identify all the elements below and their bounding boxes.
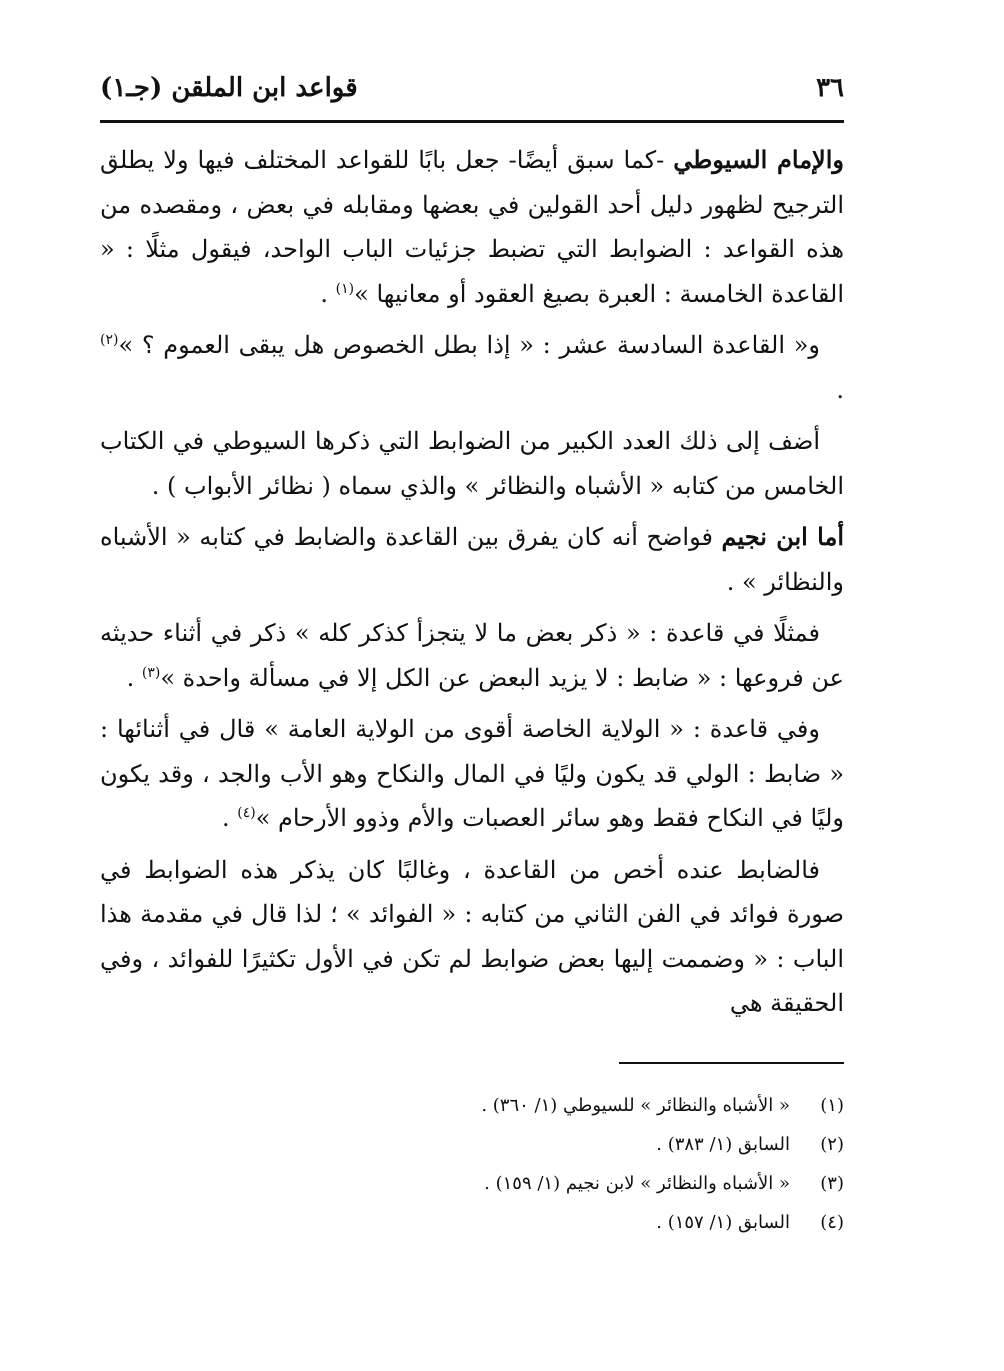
paragraph-text: فواضح أنه كان يفرق بين القاعدة والضابط في كتابه « الأشباه والنظائر » . [100,523,844,596]
footnote-text: « الأشباه والنظائر » للسيوطي (١/ ٣٦٠) . [481,1095,790,1116]
paragraph-end: . [320,279,336,308]
footnote-text: « الأشباه والنظائر » لابن نجيم (١/ ١٥٩) . [484,1173,790,1194]
page-number: ٣٦ [816,73,844,103]
running-title: قواعد ابن الملقن (جـ١) [100,73,358,103]
paragraph-end: . [836,375,844,404]
main-text [100,138,844,1033]
bold-lead: أما ابن نجيم [721,522,844,551]
paragraph-text: أضف إلى ذلك العدد الكبير من الضوابط التي ذكرها السيوطي في الكتاب الخامس من كتابه « الأشباه والنظائر » والذي سماه ( نظائر الأبواب ) . [100,427,844,500]
footnote-ref: (٤) [237,805,256,821]
paragraph-end: . [126,663,142,692]
bold-lead: والإمام السيوطي [673,145,844,174]
footnote-item [100,1125,844,1164]
footnote-ref: (١) [335,280,355,297]
paragraph [100,323,844,412]
paragraph [100,848,844,1026]
footnote-number: (٣) [820,1173,844,1194]
paragraph [100,419,844,508]
footnote-rule [619,1062,844,1064]
paragraph-text: و« القاعدة السادسة عشر : « إذا بطل الخصوص هل يبقى العموم ؟ » [118,331,820,359]
footnote-number: (٢) [820,1134,844,1155]
footnote-item [100,1086,844,1125]
paragraph-text: -كما سبق أيضًا- جعل بابًا للقواعد المختلف فيها ولا يطلق الترجيح لظهور دليل أحد القولين في بعضها ومقابله في بعض ، ومقصده من هذه القواعد : الضوابط التي تضبط جزئيات الباب الواحد، فيقول مثلًا : « القاعدة الخامسة : العبرة بصيغ العقود أو معانيها » [100,146,844,308]
paragraph [100,611,844,700]
footnote-text: السابق (١/ ٣٨٣) . [656,1134,790,1155]
footnote-ref: (٢) [100,332,119,348]
footnote-text: السابق (١/ ١٥٧) . [656,1212,790,1233]
paragraph [100,138,844,316]
footnote-ref: (٣) [141,664,161,681]
paragraph-end: . [221,804,238,832]
footnotes [100,1086,844,1242]
paragraph-text: فالضابط عنده أخص من القاعدة ، وغالبًا كان يذكر هذه الضوابط في صورة فوائد في الفن الثاني من كتابه : « الفوائد » ؛ لذا قال في مقدمة هذا الباب : « وضممت إليها بعض ضوابط لم تكن في الأول تكثيرًا للفوائد ، وفي الحقيقة هي [100,855,844,1017]
footnote-number: (٤) [820,1212,844,1233]
footnote-number: (١) [820,1095,844,1116]
paragraph [100,707,844,841]
header-rule [100,120,844,123]
paragraph [100,515,844,604]
running-head [100,68,844,108]
footnote-item [100,1203,844,1242]
paragraph-text: فمثلًا في قاعدة : « ذكر بعض ما لا يتجزأ كذكر كله » ذكر في أثناء حديثه عن فروعها : « ضابط : لا يزيد البعض عن الكل إلا في مسألة واحدة » [100,619,844,692]
footnote-item [100,1164,844,1203]
paragraph-text: وفي قاعدة : « الولاية الخاصة أقوى من الولاية العامة » قال في أثنائها : « ضابط : الولي قد يكون وليًا في المال والنكاح وهو الأب والجد ، وقد يكون وليًا في النكاح فقط وهو سائر العصبات والأم وذوو الأرحام » [100,715,844,832]
